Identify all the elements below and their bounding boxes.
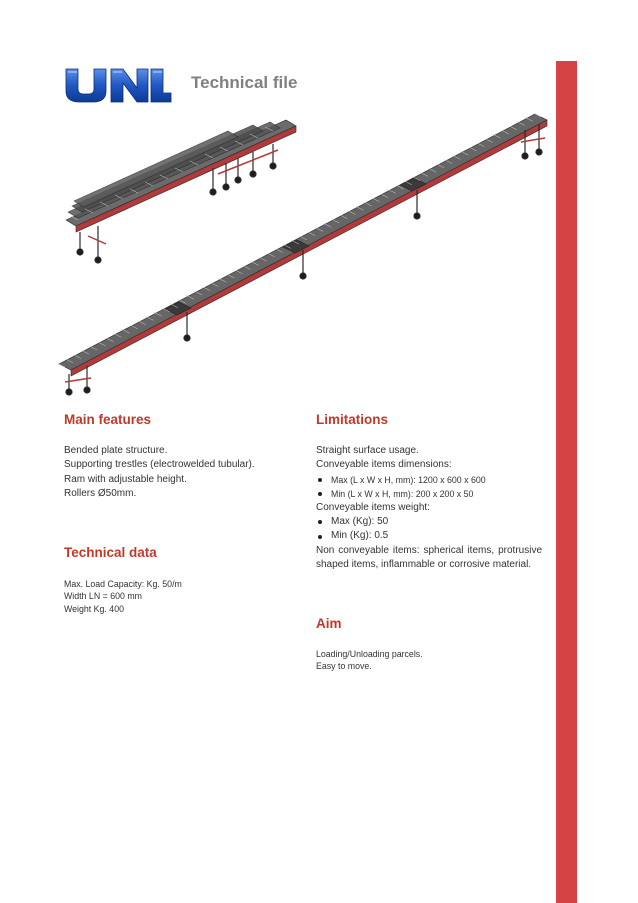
technical-data-line: Width LN = 600 mm	[64, 591, 142, 602]
limitations-heading: Limitations	[316, 412, 389, 427]
aim-heading: Aim	[316, 616, 342, 631]
dimension-item: Min (L x W x H, mm): 200 x 200 x 50	[316, 487, 542, 501]
main-features-heading: Main features	[64, 412, 152, 427]
feature-line: Bended plate structure.	[64, 445, 168, 456]
limitation-line: Straight surface usage.	[316, 445, 419, 456]
sidebar-accent-bar	[556, 61, 577, 903]
feature-line: Supporting trestles (electrowelded tubular).	[64, 459, 255, 471]
main-features-text	[64, 444, 255, 501]
dimensions-list	[316, 473, 542, 501]
limitations-text	[316, 444, 542, 572]
dimensions-label: Conveyable items dimensions:	[316, 459, 452, 471]
feature-line: Ram with adjustable height.	[64, 473, 187, 485]
weight-list	[316, 515, 542, 544]
aim-line: Loading/Unloading parcels.	[316, 649, 423, 659]
aim-text	[316, 648, 423, 673]
dimension-item: Max (L x W x H, mm): 1200 x 600 x 600	[316, 473, 542, 487]
document-title: Technical file	[191, 73, 298, 92]
technical-data-line: Max. Load Capacity: Kg. 50/m	[64, 579, 182, 589]
unl-logo	[63, 66, 173, 104]
aim-line: Easy to move.	[316, 661, 372, 672]
weight-item: Max (Kg): 50	[316, 515, 542, 530]
feature-line: Rollers Ø50mm.	[64, 487, 137, 499]
non-conveyable-text: Non conveyable items: spherical items, protrusive shaped items, inflammable or corrosive material.	[316, 544, 542, 571]
weight-item: Min (Kg): 0.5	[316, 529, 542, 544]
weight-label: Conveyable items weight:	[316, 501, 430, 513]
extended-conveyor-image	[55, 106, 555, 402]
technical-data-heading: Technical data	[64, 545, 157, 560]
technical-data-text	[64, 578, 182, 615]
technical-data-line: Weight Kg. 400	[64, 603, 124, 614]
